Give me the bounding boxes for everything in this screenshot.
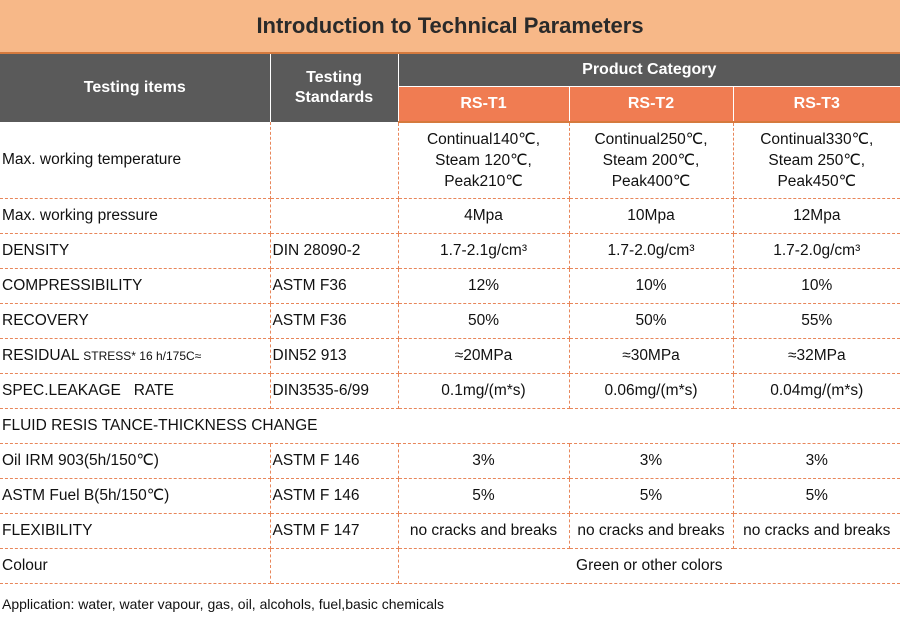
parameters-table — [0, 54, 900, 624]
value-cell — [398, 122, 569, 198]
table-row-fluid-resistance — [0, 408, 900, 443]
value-cell: 3% — [398, 443, 569, 478]
value-cell: 1.7-2.1g/cm³ — [398, 233, 569, 268]
row-label: RECOVERY — [0, 303, 270, 338]
application-note: Application: water, water vapour, gas, oil, alcohols, fuel,basic chemicals — [2, 595, 445, 612]
header-testing-standards-line2: Standards — [294, 89, 374, 106]
header-product-category: Product Category — [398, 54, 900, 86]
table-row-residual-stress — [0, 338, 900, 373]
row-standard: ASTM F 146 — [270, 478, 398, 513]
table-row-compressibility — [0, 268, 900, 303]
value-line: Continual250℃, — [594, 130, 708, 148]
table-row-max-pressure — [0, 198, 900, 233]
row-standard: ASTM F 147 — [270, 513, 398, 548]
value-cell: 0.1mg/(m*s) — [398, 373, 569, 408]
value-cell: 5% — [398, 478, 569, 513]
row-label: DENSITY — [0, 233, 270, 268]
value-cell: 10Mpa — [569, 198, 733, 233]
table-row-spec-leakage — [0, 373, 900, 408]
value-cell: no cracks and breaks — [733, 513, 900, 548]
row-label: Max. working temperature — [0, 122, 270, 198]
value-cell: ≈32MPa — [733, 338, 900, 373]
header-product-rs-t3: RS-T3 — [733, 86, 900, 122]
row-label: Max. working pressure — [0, 198, 270, 233]
value-line: Steam 250℃, — [768, 151, 866, 169]
row-label: Oil IRM 903(5h/150℃) — [0, 443, 270, 478]
row-label: FLEXIBILITY — [0, 513, 270, 548]
value-line: Peak450℃ — [777, 172, 857, 190]
table-row-recovery — [0, 303, 900, 338]
header-product-rs-t2: RS-T2 — [569, 86, 733, 122]
value-cell: no cracks and breaks — [398, 513, 569, 548]
header-testing-standards — [270, 54, 398, 122]
value-line: Continual140℃, — [426, 130, 541, 148]
header-testing-items: Testing items — [0, 54, 270, 122]
header-testing-standards-line1: Testing — [306, 69, 362, 86]
table-row-application — [0, 583, 900, 624]
row-label: Colour — [0, 548, 270, 583]
row-standard: ASTM F 146 — [270, 443, 398, 478]
table-row-flexibility — [0, 513, 900, 548]
value-cell: 4Mpa — [398, 198, 569, 233]
value-line: Peak400℃ — [611, 172, 691, 190]
value-cell: no cracks and breaks — [569, 513, 733, 548]
value-cell — [569, 122, 733, 198]
value-cell: 0.06mg/(m*s) — [569, 373, 733, 408]
row-label: COMPRESSIBILITY — [0, 268, 270, 303]
value-cell: 1.7-2.0g/cm³ — [733, 233, 900, 268]
row-standard: DIN52 913 — [270, 338, 398, 373]
header-product-rs-t1: RS-T1 — [398, 86, 569, 122]
row-standard: DIN3535-6/99 — [270, 373, 398, 408]
row-label-sub: STRESS* 16 h/175C≈ — [83, 348, 202, 363]
value-line: Steam 200℃, — [602, 151, 700, 169]
value-line: Peak210℃ — [444, 172, 523, 190]
value-cell: 50% — [398, 303, 569, 338]
value-cell: 3% — [569, 443, 733, 478]
row-label-main: RESIDUAL — [2, 346, 84, 364]
value-cell: 10% — [733, 268, 900, 303]
row-standard — [270, 548, 398, 583]
value-cell: 50% — [569, 303, 733, 338]
row-label: ASTM Fuel B(5h/150℃) — [0, 478, 270, 513]
value-cell: 1.7-2.0g/cm³ — [569, 233, 733, 268]
row-standard: ASTM F36 — [270, 303, 398, 338]
value-line: Continual330℃, — [760, 130, 874, 148]
value-cell: Green or other colors — [398, 548, 900, 583]
value-cell: 5% — [733, 478, 900, 513]
row-standard — [270, 122, 398, 198]
value-cell: ≈30MPa — [569, 338, 733, 373]
value-cell: 55% — [733, 303, 900, 338]
value-cell: 12% — [398, 268, 569, 303]
row-label: SPEC.LEAKAGE RATE — [0, 373, 270, 408]
table-row-astm-fuel — [0, 478, 900, 513]
value-cell: 3% — [733, 443, 900, 478]
value-line: Steam 120℃, — [435, 151, 532, 169]
table-row-colour — [0, 548, 900, 583]
table-row-oil-irm — [0, 443, 900, 478]
table-row-max-temp — [0, 122, 900, 198]
value-cell: 12Mpa — [733, 198, 900, 233]
value-cell: 0.04mg/(m*s) — [733, 373, 900, 408]
row-standard: DIN 28090-2 — [270, 233, 398, 268]
row-label — [0, 338, 270, 373]
value-cell: ≈20MPa — [398, 338, 569, 373]
value-cell: 5% — [569, 478, 733, 513]
value-cell — [733, 122, 900, 198]
section-heading: FLUID RESIS TANCE-THICKNESS CHANGE — [0, 408, 900, 443]
row-standard: ASTM F36 — [270, 268, 398, 303]
row-standard — [270, 198, 398, 233]
value-cell: 10% — [569, 268, 733, 303]
table-row-density — [0, 233, 900, 268]
page-title: Introduction to Technical Parameters — [0, 0, 900, 54]
